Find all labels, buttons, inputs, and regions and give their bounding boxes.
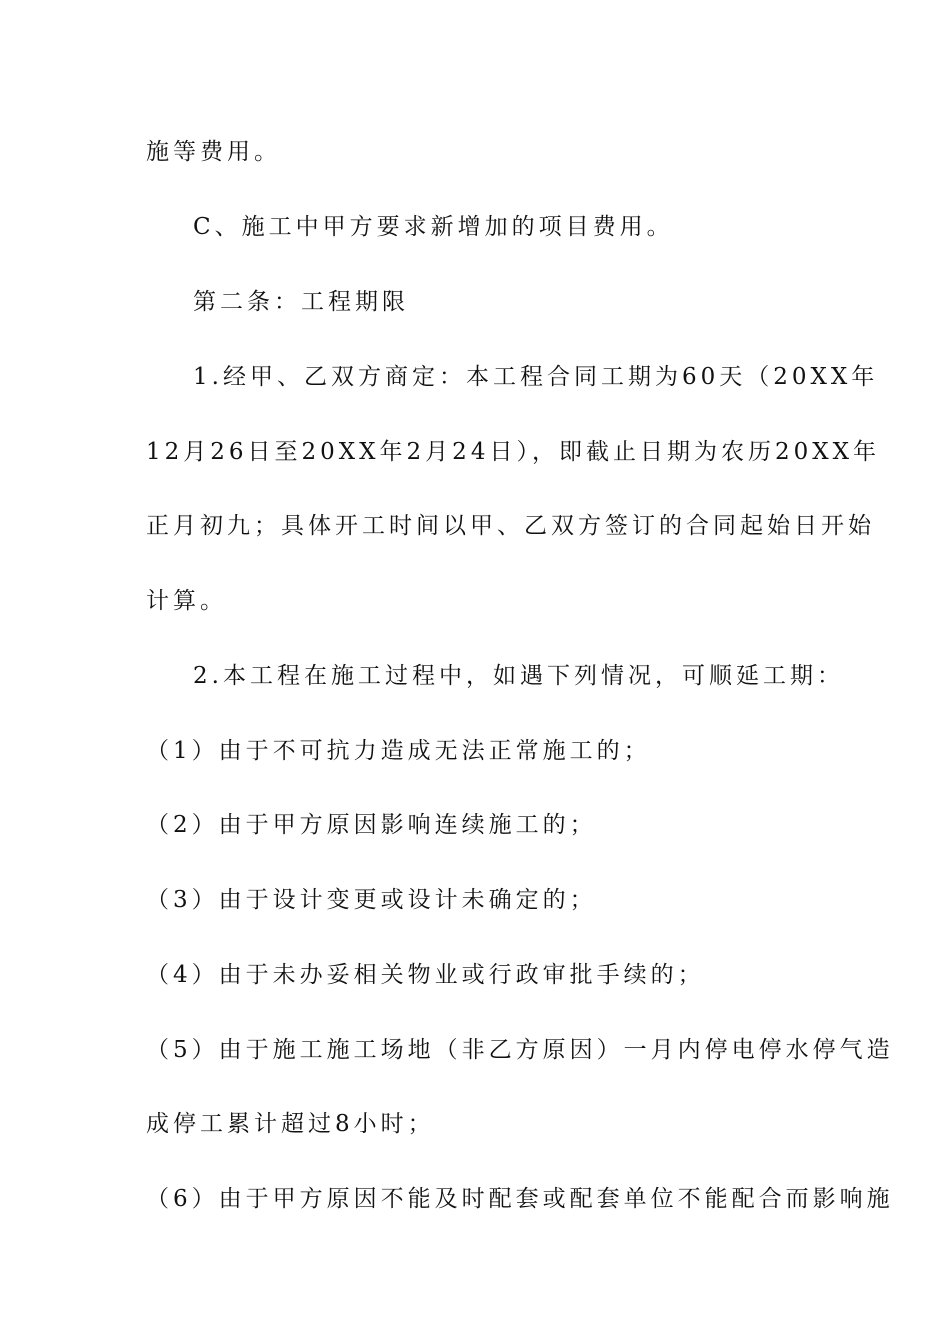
list-item-5: （5）由于施工施工场地（非乙方原因）一月内停电停水停气造 [146,1037,894,1063]
text-line-1: 施等费用。 [146,139,281,165]
text-line-4: 1.经甲、乙双方商定：本工程合同工期为60天（20XX年 [193,364,879,390]
text-line-7: 计算。 [146,588,227,614]
list-item-2: （2）由于甲方原因影响连续施工的； [146,812,597,838]
text-line-6: 正月初九；具体开工时间以甲、乙双方签订的合同起始日开始 [146,513,875,539]
list-item-6: （6）由于甲方原因不能及时配套或配套单位不能配合而影响施 [146,1186,894,1212]
text-line-2: C、施工中甲方要求新增加的项目费用。 [193,214,674,240]
section-heading: 第二条：工程期限 [193,289,409,315]
list-item-1: （1）由于不可抗力造成无法正常施工的； [146,738,651,764]
text-line-14: 成停工累计超过8小时； [146,1111,435,1137]
list-item-3: （3）由于设计变更或设计未确定的； [146,887,597,913]
text-line-5: 12月26日至20XX年2月24日），即截止日期为农历20XX年 [146,439,880,465]
list-item-4: （4）由于未办妥相关物业或行政审批手续的； [146,962,705,988]
text-line-8: 2.本工程在施工过程中，如遇下列情况，可顺延工期： [193,663,844,689]
